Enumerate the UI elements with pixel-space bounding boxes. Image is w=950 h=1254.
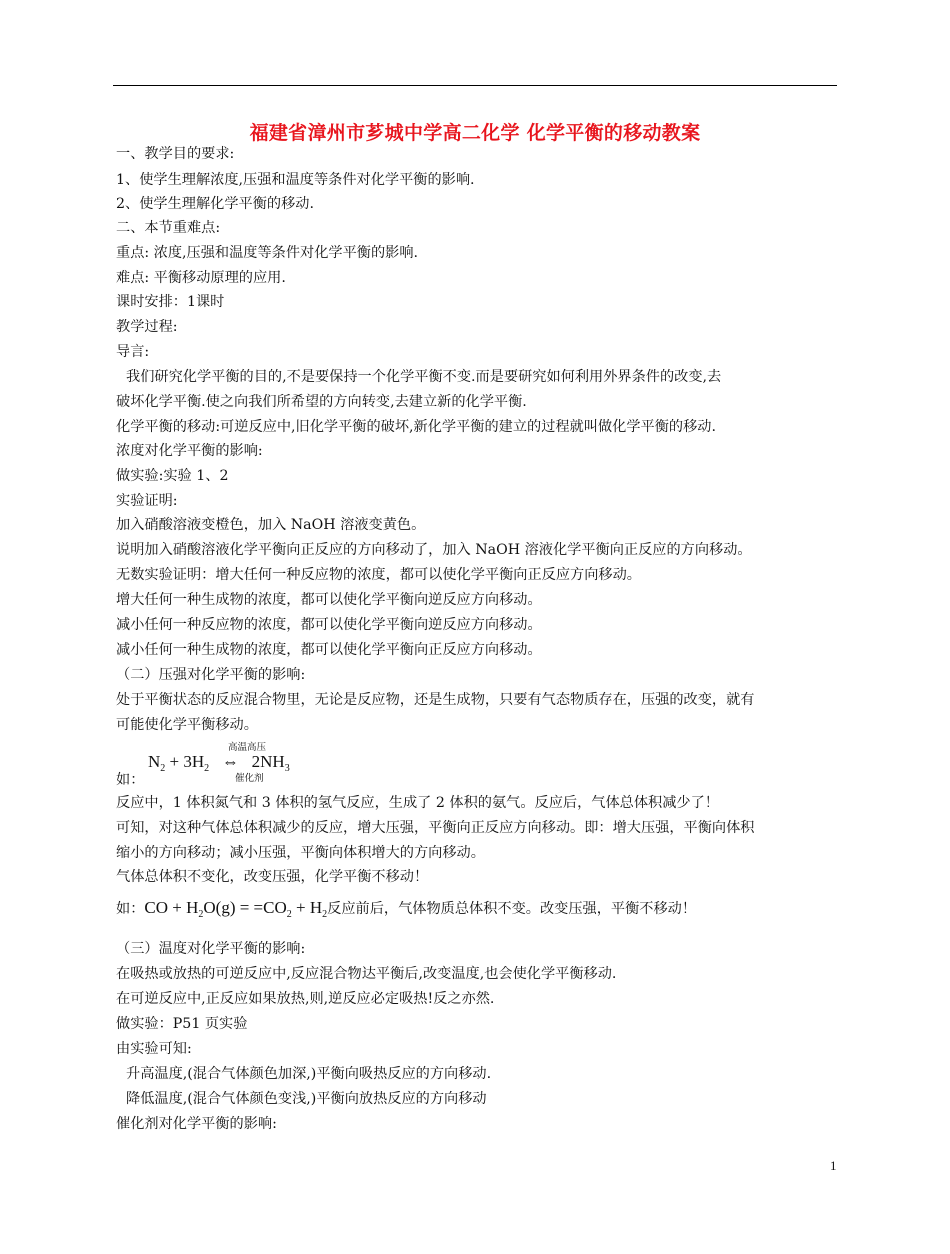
text-line: （三）温度对化学平衡的影响: — [116, 941, 306, 957]
eq1-n: N — [148, 752, 161, 771]
text-line: 无数实验证明：增大任何一种反应物的浓度，都可以使化学平衡向正反应方向移动。 — [116, 567, 641, 583]
text-line: 处于平衡状态的反应混合物里，无论是反应物，还是生成物，只要有气态物质存在，压强的改变，就有 — [116, 692, 755, 708]
page-title: 福建省漳州市芗城中学高二化学 化学平衡的移动教案 — [249, 122, 701, 144]
header-rule — [113, 85, 837, 86]
text-line: 在可逆反应中,正反应如果放热,则,逆反应必定吸热!反之亦然. — [116, 991, 495, 1007]
text-line: （二）压强对化学平衡的影响: — [116, 667, 306, 683]
eq1-h-sub: 2 — [204, 763, 210, 774]
text-line: 可知，对这种气体总体积减少的反应，增大压强，平衡向正反应方向移动。即：增大压强，平衡向体积 — [116, 820, 755, 836]
eq1-product-sub: 3 — [284, 763, 290, 774]
text-line: 催化剂对化学平衡的影响: — [116, 1116, 277, 1132]
equilibrium-arrow-icon: ⇔ — [221, 752, 239, 771]
text-line: 在吸热或放热的可逆反应中,反应混合物达平衡后,改变温度,也会使化学平衡移动. — [116, 966, 617, 982]
text-line: 说明加入硝酸溶液化学平衡向正反应的方向移动了，加入 NaOH 溶液化学平衡向正反应的方向移动。 — [116, 542, 752, 558]
text-line: 我们研究化学平衡的目的,不是要保持一个化学平衡不变.而是要研究如何利用外界条件的改变,去 — [126, 369, 722, 385]
text-line: 破坏化学平衡.使之向我们所希望的方向转变,去建立新的化学平衡. — [116, 394, 527, 410]
text-line: 气体总体积不变化，改变压强，化学平衡不移动！ — [116, 869, 429, 885]
text-line: 可能使化学平衡移动。 — [116, 717, 258, 733]
equation-1 — [148, 752, 290, 779]
text-line: 做实验：P51 页实验 — [116, 1016, 248, 1032]
text-line: 增大任何一种生成物的浓度，都可以使化学平衡向逆反应方向移动。 — [116, 592, 542, 608]
text-line: 难点: 平衡移动原理的应用. — [116, 270, 286, 286]
text-line: 反应中，1 体积氮气和 3 体积的氢气反应，生成了 2 体积的氨气。反应后，气体总体积减少了！ — [116, 795, 719, 811]
text-line: 实验证明: — [116, 493, 178, 509]
text-line: 教学过程: — [116, 319, 178, 335]
eq1-plus: + 3H — [169, 752, 205, 771]
eq1-prefix: 如： — [116, 772, 145, 788]
text-line: 化学平衡的移动:可逆反应中,旧化学平衡的破坏,新化学平衡的建立的过程就叫做化学平衡的移动. — [116, 419, 716, 435]
eq2-lhs-rest: O(g) = =CO — [203, 898, 287, 917]
text-line: 缩小的方向移动；减小压强，平衡向体积增大的方向移动。 — [116, 845, 485, 861]
eq2-prefix: 如： — [116, 901, 145, 917]
eq1-product: 2NH — [251, 752, 285, 771]
text-line: 减小任何一种生成物的浓度，都可以使化学平衡向正反应方向移动。 — [116, 642, 542, 658]
text-line: 升高温度,(混合气体颜色加深,)平衡向吸热反应的方向移动. — [126, 1066, 492, 1082]
eq1-above: 高温高压 — [228, 742, 267, 753]
text-line: 课时安排：1课时 — [116, 294, 225, 310]
eq2-lhs-sub: 2 — [198, 908, 204, 920]
equation-2 — [116, 898, 696, 925]
text-line: 降低温度,(混合气体颜色变浅,)平衡向放热反应的方向移动 — [126, 1091, 487, 1107]
text-line: 做实验:实验 1、2 — [116, 468, 229, 484]
text-line: 二、本节重难点: — [116, 220, 221, 236]
text-line: 重点: 浓度,压强和温度等条件对化学平衡的影响. — [116, 245, 419, 261]
text-line: 加入硝酸溶液变橙色，加入 NaOH 溶液变黄色。 — [116, 517, 426, 533]
eq2-rhs: + H — [291, 898, 323, 917]
text-line: 导言: — [116, 344, 150, 360]
text-line: 一、教学目的要求: — [116, 146, 235, 162]
page-number: 1 — [830, 1158, 837, 1173]
eq2-rhs-sub: 2 — [322, 908, 328, 920]
text-line: 由实验可知: — [116, 1041, 192, 1057]
text-line: 减小任何一种反应物的浓度，都可以使化学平衡向逆反应方向移动。 — [116, 617, 542, 633]
eq2-suffix: 反应前后，气体物质总体积不变。改变压强，平衡不移动！ — [327, 901, 697, 917]
eq1-below: 催化剂 — [235, 773, 264, 784]
text-line: 1、使学生理解浓度,压强和温度等条件对化学平衡的影响. — [116, 172, 475, 188]
eq2-co2-sub: 2 — [286, 908, 292, 920]
eq1-n-sub: 2 — [160, 763, 166, 774]
text-line: 2、使学生理解化学平衡的移动. — [116, 196, 314, 212]
eq2-lhs: CO + H — [144, 898, 199, 917]
text-line: 浓度对化学平衡的影响: — [116, 443, 263, 459]
